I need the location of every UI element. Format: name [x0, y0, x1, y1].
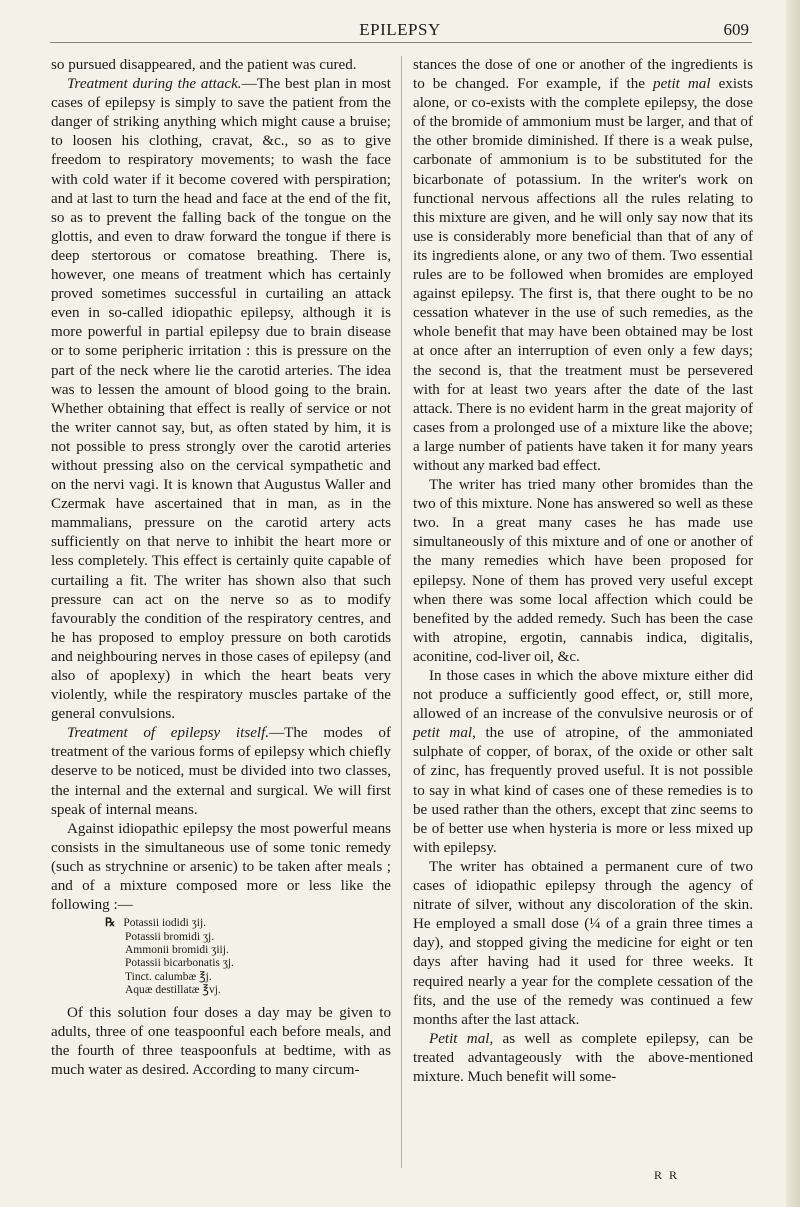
paragraph: Against idiopathic epilepsy the most powerful means consists in the simultaneous use of some tonic remedy (such as strychnine or arsenic) to be taken after meals ; and of a mixture composed more or less like the following :— — [51, 820, 391, 914]
paragraph: The writer has tried many other bromides than the two of this mixture. None has answered so well as these two. In a great many cases he has made use simultaneously of this mixture and of one or another of the many remedies which have been proposed for epilepsy. None of them has proved very useful except when there was some local affection which could be benefited by the added remedy. Such has been the case with atropine, ergotin, cannabis indica, digitalis, aconitine, cod-liver oil, &c. — [413, 477, 753, 665]
right-column — [413, 56, 753, 1087]
left-column — [51, 56, 391, 1080]
prescription-line: Potassii bromidi ʒj. — [125, 930, 215, 943]
section-heading: Treatment during the attack. — [67, 76, 242, 93]
paragraph: The writer has obtained a permanent cure of two cases of idiopathic epilepsy through the agency of nitrate of silver, without any discoloration of the skin. He employed a small dose (¼ of a grain three times a day), and stopped giving the medicine for eight or ten days after having had it used for three weeks. It required nearly a year for the complete cessation of the fits, and the use of the remedy was continued a few months after the last attack. — [413, 858, 753, 1028]
paragraph-body: —The best plan in most cases of epilepsy is simply to save the patient from the danger of striking anything which might cause a bruise; to loosen his clothing, cravat, &c., so as to give freedom to respiratory movements; to wash the face with cold water if it become covered with perspiration; and at last to turn the head and face at the end of the fit, so as to prevent the falling back of the tongue on the glottis, and even to draw forward the tongue if there is deep stertorous or comatose breathing. There is, however, one means of treatment which has certainly proved sometimes successful in curtailing an attack even in so-called idiopathic epilepsy, although it is more powerful in partial epilepsy due to brain disease or to some peripheric irritation : this is pressure on the part of the neck where lie the carotid arteries. The idea was to lessen the amount of blood going to the brain. Whether obtaining that effect is really of service or not the writer cannot say, but, as often stated by him, it is not possible to press strongly over the carotid arteries without pressing also on the cervical sympathetic and on the nervi vagi. It is known that Augustus Waller and Czermak have ascertained that in man, as in the mammalians, pressure on the carotid artery acts sufficiently on that nerve to inhibit the heart more or less completely. This effect is certainly quite capable of curtailing a fit. The writer has shown also that such pressure can act on the nerve so as to modify favourably the condition of the respiratory centres, and he has proposed to employ pressure on both carotids and neighbouring nerves in those cases of epilepsy (and also of apoplexy) in which the heart beats very violently, while the respiratory muscles partake of the general convulsions. — [51, 76, 391, 723]
section-heading: Treatment of epilepsy itself. — [67, 725, 270, 742]
prescription — [105, 917, 391, 997]
prescription-line: Tinct. calumbæ ℥j. — [125, 970, 212, 983]
page-edge — [786, 0, 800, 1207]
page-number: 609 — [723, 20, 749, 39]
header-rule — [50, 42, 752, 43]
paragraph-treatment-of-epilepsy — [51, 724, 391, 819]
printer-signature: R R — [654, 1168, 680, 1182]
prescription-line: ℞ Potassii iodidi ʒij. — [105, 917, 207, 930]
paragraph: In those cases in which the above mixture either did not produce a sufficiently good effect, or, still more, allowed of an increase of the convulsive neurosis or of petit mal, the use of atropine, of the ammoniated sulphate of copper, of borax, of the oxide or other salt of zinc, has frequently proved useful. It is not possible to say in what kind of cases one of these remedies is to be used rather than the others, except that zinc seems to be of better use when hysteria is more or less mixed up with epilepsy. — [413, 668, 753, 856]
prescription-line: Potassii bicarbonatis ʒj. — [125, 957, 234, 970]
prescription-line: Aquæ destillatæ ℥vj. — [125, 984, 221, 997]
prescription-line: Ammonii bromidi ʒiij. — [125, 944, 229, 957]
paragraph: Of this solution four doses a day may be given to adults, three of one teaspoonful each before meals, and the fourth of three teaspoonfuls at bedtime, with as much water as desired. According to many circum- — [51, 1004, 391, 1078]
paragraph: so pursued disappeared, and the patient was cured. — [51, 57, 357, 73]
column-divider — [401, 56, 402, 1168]
recipe-symbol: ℞ — [105, 917, 116, 930]
running-head — [0, 16, 800, 44]
paragraph-body: —The modes of treatment of the various forms of epilepsy which chiefly deserve to be noticed, must be divided into two classes, the internal and the external and surgical. We will first speak of internal means. — [51, 725, 391, 818]
paragraph: stances the dose of one or another of the ingredients is to be changed. For example, if the petit mal exists alone, or co-exists with the complete epilepsy, the dose of the bromide of ammonium must be larger, and that of the other bromide diminished. If there is a weak pulse, carbonate of ammonium is to be substituted for the bicarbonate of potassium. In the writer's work on functional nervous affections all the rules relating to this mixture are given, and he will only say now that its use is considerably more beneficial than that of any of its ingredients alone, or any two of them. Two essential rules are to be followed when bromides are employed against epilepsy. The first is, that there ought to be no cessation whatever in the use of such remedies, as the whole benefit that may have been obtained may be lost at once after an interruption of even only a few days; the second is, that the treatment must be persevered with for at least two years after the date of the last attack. There is no evident harm in the great majority of cases from a prolonged use of a mixture like the above; a large number of patients have taken it for many years without any marked bad effect. — [413, 57, 753, 474]
running-head-title: EPILEPSY — [359, 20, 441, 39]
paragraph-treatment-during-attack — [51, 75, 391, 724]
paragraph: Petit mal, as well as complete epilepsy, can be treated advantageously with the above-mentioned mixture. Much benefit will some- — [413, 1030, 753, 1085]
